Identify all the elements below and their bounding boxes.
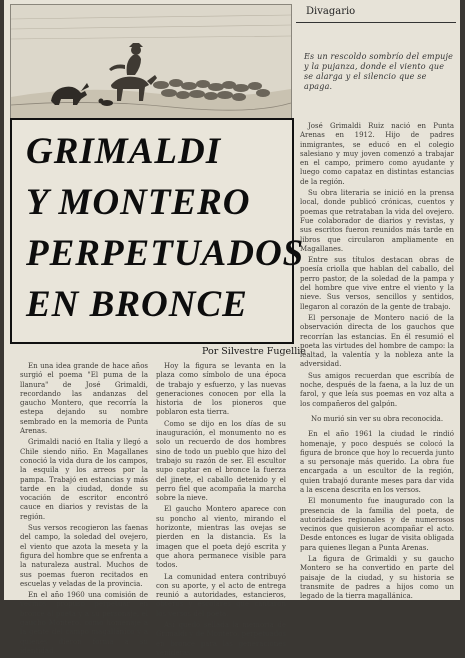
- section-name: Divagario: [306, 6, 356, 17]
- paragraph: Grimaldi nació en Italia y llegó a Chile siendo niño. En Magallanes conoció la vida dura de los campos, la esquila y los arreos por la pampa. Trabajó en estancias y más tarde en la ciudad, donde su vocación de escritor encontró cauce en diarios y revistas de la región.: [20, 438, 148, 521]
- paragraph: José Grimaldi Ruiz nació en Punta Arenas en 1912. Hijo de padres inmigrantes, se educó en el colegio salesiano y muy joven comenzó a trabajar en el campo, primero como ayudante y luego como capataz en distintas estancias de la región.: [300, 122, 454, 186]
- paragraph: El personaje de Montero nació de la observación directa de los gauchos que recorrían las estancias. En él resumió el poeta las virtudes del hombre de campo: la lealtad, la valentía y la nobleza ante la adversidad.: [300, 313, 454, 369]
- byline: Por Silvestre Fugellie: [202, 346, 306, 357]
- paragraph-centered: No murió sin ver su obra reconocida.: [310, 414, 444, 423]
- headline-line: EN BRONCE: [26, 284, 248, 325]
- paragraph: Hoy la figura se levanta en la plaza como símbolo de una época de trabajo y esfuerzo, y las nuevas generaciones conocen por ella la historia de los pioneros que poblaron esta tierra.: [156, 362, 286, 417]
- section-rule: [296, 22, 456, 23]
- newspaper-page: [4, 0, 460, 657]
- article-column-right: [300, 122, 454, 601]
- headline-line: Y MONTERO: [26, 182, 251, 223]
- epigraph: Es un rescoldo sombrío del empuje y la pujanza, donde el viento que se alarga y el silencio que se apaga.: [304, 52, 454, 91]
- article-column-left: [20, 362, 148, 655]
- paragraph: La figura de Grimaldi y su gaucho Montero se ha convertido en parte del paisaje de la ciudad, y su historia se transmite de padres a hijos como un legado de la tierra magallánica.: [300, 555, 454, 601]
- headline: [26, 126, 305, 330]
- paragraph: En el año 1960 una comisión de vecinos propuso perpetuar en bronce al poeta y a su personaje, el gaucho Montero, como homenaje a la gente del campo magallánico y a quienes dieron forma a su identidad.: [20, 591, 148, 655]
- headline-line: GRIMALDI: [26, 131, 222, 172]
- headline-line: PERPETUADOS: [26, 233, 305, 274]
- paragraph: Así quedó sellada la memoria de Grimaldi y de Montero, perpetuados en bronce para las generaciones venideras.: [156, 621, 286, 657]
- article-column-middle: [156, 362, 286, 657]
- paragraph: El gaucho Montero aparece con su poncho al viento, mirando el horizonte, mientras las ovejas se pierden en la distancia. Es la imagen que el poeta dejó escrita y que ahora permanece visible para todos.: [156, 505, 286, 570]
- paragraph: En el año 1961 la ciudad le rindió homenaje, y poco después se colocó la figura de bronce que hoy lo recuerda junto a su personaje más querido. La obra fue encargada a un escultor de la región, quien trabajó durante meses para dar vida a la escena descrita en los versos.: [300, 430, 454, 494]
- herding-scene-illustration: [10, 4, 292, 126]
- paragraph: Su obra literaria se inició en la prensa local, donde publicó crónicas, cuentos y poemas que retrataban la vida del ovejero. Fue colaborador de diarios y revistas, y sus escritos fueron reunidos más tarde en libros que circularon ampliamente en Magallanes.: [300, 189, 454, 253]
- paragraph: Sus amigos recuerdan que escribía de noche, después de la faena, a la luz de un farol, y que leía sus poemas en voz alta a los compañeros del galpón.: [300, 371, 454, 408]
- paragraph: Entre sus títulos destacan obras de poesía criolla que hablan del caballo, del perro pastor, de la soledad de la pampa y del hombre que vive entre el viento y la nieve. Sus versos, sencillos y sentidos, llegaron al corazón de la gente de trabajo.: [300, 256, 454, 311]
- headline-box: [10, 118, 305, 344]
- paragraph: La comunidad entera contribuyó con su aporte, y el acto de entrega reunió a autoridades, estancieros, obreros y escolares que cantaron los versos del poeta.: [156, 572, 286, 618]
- paragraph: En una idea grande de hace años surgió el poema "El puma de la llanura" de José Grimaldi, recordando las andanzas del gaucho Montero, que recorría la estepa dejando su nombre sembrado en la memoria de Punta Arenas.: [20, 362, 148, 436]
- paragraph: El monumento fue inaugurado con la presencia de la familia del poeta, de autoridades regionales y de numerosos vecinos que quisieron acompañar el acto. Desde entonces es lugar de visita obligada para quienes llegan a Punta Arenas.: [300, 497, 454, 552]
- paragraph: Como se dijo en los días de su inauguración, el monumento no es solo un recuerdo de dos hombres sino de todo un pueblo que hizo del trabajo su razón de ser. El escultor supo captar en el bronce la fuerza del jinete, el caballo detenido y el perro fiel que acompaña la marcha sobre la nieve.: [156, 419, 286, 503]
- paragraph: Sus versos recogieron las faenas del campo, la soledad del ovejero, el viento que azota la meseta y la figura del hombre que se enfrenta a la naturaleza austral. Muchos de sus poemas fueron recitados en escuelas y veladas de la provincia.: [20, 524, 148, 588]
